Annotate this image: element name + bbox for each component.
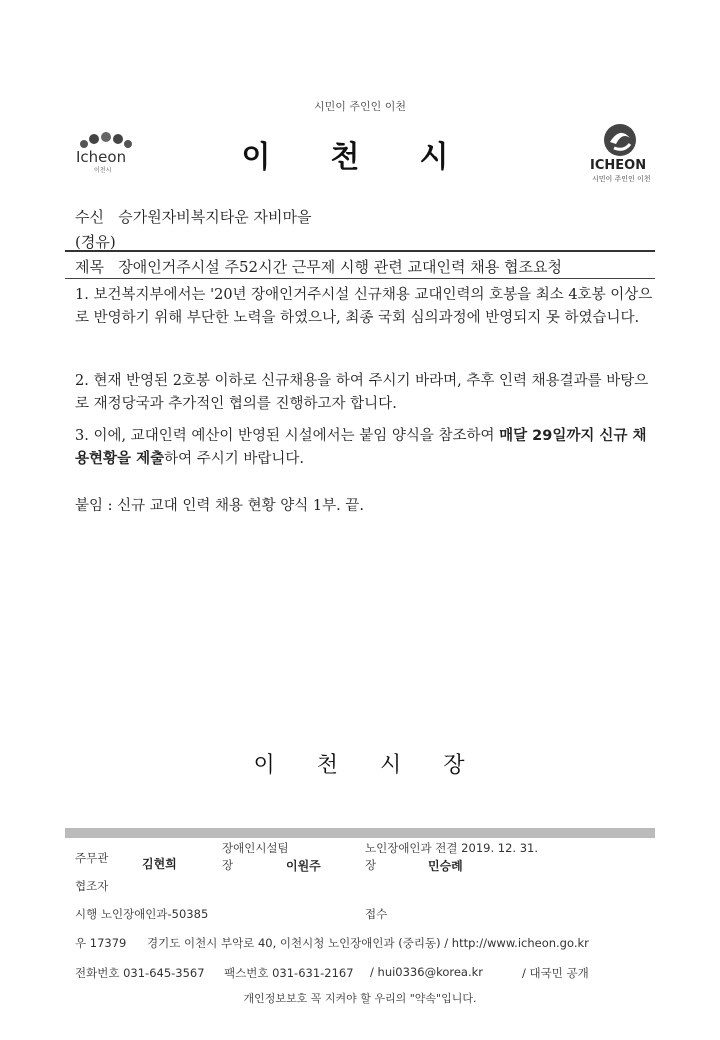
logo-left-sub: 이천시 — [94, 167, 112, 174]
slogan: 시민이 주인인 이천 — [313, 100, 406, 113]
dept-role: 장 — [365, 858, 377, 872]
header-divider — [65, 250, 655, 252]
swirl-icon — [600, 122, 640, 158]
page-title: 이천시 — [241, 140, 509, 175]
receipt-label: 접수 — [365, 907, 388, 921]
logo-left-text: Icheon — [76, 148, 127, 166]
subject-divider — [65, 278, 655, 279]
recipient-label: 수신 — [75, 208, 104, 226]
team-role: 장 — [222, 858, 234, 872]
paragraph-3-text-b: 하여 주시기 바랍니다. — [164, 451, 304, 467]
paragraph-3 — [75, 425, 660, 471]
recipient-value: 승가원자비복지타운 자비마을 — [118, 208, 312, 226]
team-name: 이원주 — [286, 859, 321, 873]
postal-code: 우 17379 — [75, 936, 127, 950]
disclosure-status: / 대국민 공개 — [522, 966, 589, 980]
paragraph-2 — [75, 370, 660, 416]
author-role: 주무관 — [75, 851, 109, 865]
phone-number: 전화번호 031-645-3567 — [75, 966, 205, 980]
team-title: 장애인시설팀 — [222, 841, 289, 855]
attachment-line: 붙임 : 신규 교대 인력 채용 현황 양식 1부. 끝. — [75, 498, 364, 514]
paragraph-2-num: 2. — [75, 373, 89, 389]
logo-right-text: ICHEON — [590, 158, 647, 173]
privacy-notice: 개인정보보호 꼭 지켜야 할 우리의 "약속"입니다. — [243, 992, 477, 1005]
subject-label: 제목 — [75, 258, 104, 276]
logo-right-sub: 시민이 주인인 이천 — [592, 175, 651, 183]
dept-title: 노인장애인과 전결 2019. 12. 31. — [365, 841, 538, 855]
subject-row — [75, 256, 562, 277]
enforce-line: 시행 노인장애인과-50385 — [75, 907, 209, 921]
paragraph-3-deadline: 매달 29일까지 신규 채용현황을 제출 — [75, 428, 647, 467]
author-name: 김현희 — [142, 857, 177, 871]
footer-band — [65, 828, 655, 838]
via-row: (경유) — [75, 233, 116, 251]
paragraph-2-text: 현재 반영된 2호봉 이하로 신규채용을 하여 주시기 바라며, 추후 인력 채용결과를 바탕으로 재정당국과 추가적인 협의를 진행하고자 합니다. — [75, 373, 649, 412]
paragraph-1 — [75, 284, 660, 330]
icheon-logo-right — [588, 122, 654, 188]
email-address: / hui0336@korea.kr — [370, 965, 483, 979]
paragraph-1-text: 보건복지부에서는 '20년 장애인거주시설 신규채용 교대인력의 호봉을 최소 4호봉 이상으로 반영하기 위해 부단한 노력을 하였으나, 최종 국회 심의과정에 반영되지 못 하였습니다. — [75, 287, 653, 326]
paragraph-1-num: 1. — [75, 287, 89, 303]
address-line: 경기도 이천시 부악로 40, 이천시청 노인장애인과 (중리동) / http://www.icheon.go.kr — [147, 936, 589, 950]
recipient-row — [75, 206, 311, 227]
signature: 이천시장 — [253, 753, 507, 778]
paragraph-3-num: 3. — [75, 428, 89, 444]
dept-name: 민승례 — [428, 859, 463, 873]
cooperator-label: 협조자 — [75, 879, 109, 893]
subject-value: 장애인거주시설 주52시간 근무제 시행 관련 교대인력 채용 협조요청 — [118, 258, 562, 276]
paragraph-3-text-a: 이에, 교대인력 예산이 반영된 시설에서는 붙임 양식을 참조하여 — [93, 428, 500, 444]
fax-number: 팩스번호 031-631-2167 — [224, 966, 354, 980]
